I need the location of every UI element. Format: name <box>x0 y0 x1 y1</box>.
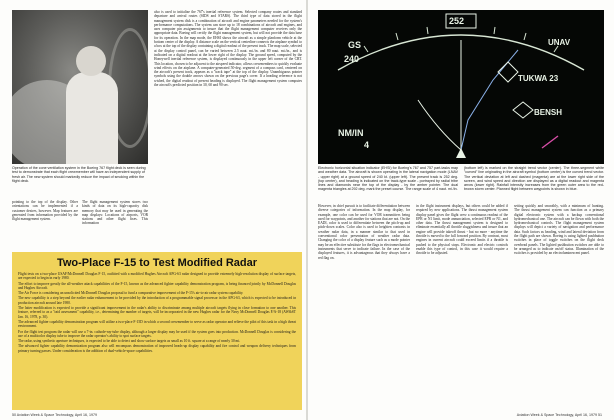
ehsi-display-photo <box>318 10 604 164</box>
left-page-footer: 50 Aviation Week & Space Technology, April 16, 1979 <box>12 413 98 417</box>
right-column-1-text <box>318 204 410 404</box>
left-column-2b-text <box>82 200 148 250</box>
right-page-footer: Aviation Week & Space Technology, April 16, 1979 51 <box>516 413 602 417</box>
flight-deck-photo <box>12 10 148 164</box>
display-caption-right: (bottom left) is marked on the straight trend vector (center). The three-segment white "curved" line originating in the aircraft symbol (bottom center) is the curved trend vector. The vertical deviation at left and dashed (magenta) are at the lower right side of the screen, and wind speed and direction are displayed as a digital readout and magenta arrow (lower right). Rainfall intensity increases from the green outer area to the red-brown storm center. Planned flight between waypoints is shown in blue. <box>464 166 604 192</box>
wind-arrow <box>542 136 558 148</box>
sidebar-para-7: For the flight test program the radar will use a 7-in. cathode-ray-tube display, although a larger display may be used if the system goes into production. McDonnell Douglas is considering the use of a multicolor display tube to improve the radar operator's ability to spot surface targets. <box>18 329 296 338</box>
gs-label: GS <box>348 40 362 50</box>
ehsi-graphics <box>318 10 604 164</box>
gs-value: 240 <box>344 54 360 64</box>
sidebar-para-5: The latter modification is expected to provide a significant improvement in the radar's ability to discriminate among multiple aircraft targets flying in close formation to one another. This feature, referred to as a "raid assessment" capability, i.e., determining the number of targets, will be incorporated in the new Hughes radar for the Navy McDonnell Douglas F/A-18 (AW&ST Jan. 16, 1978, p. 30). <box>18 306 296 319</box>
page-gutter <box>306 0 308 420</box>
col3-paragraph: also is used to initialize the 767's inertial reference system. Selected company routes and standard departure and arrival routes (SIDS and STARS). The third type of data stored in the flight management system disk is a combination of aircraft and engine parameters needed for the system's performance computations. The system can store up to 18 combinations of aircraft and engines, and uses computer pin assignments to insure that the flight management computer receives only the appropriate data. Boeing will certify the flight management system, but will not provide the data base for its operation. In the map mode, the EHSI shows the aircraft as a simple planform vehicle at the bottom center of the display. A distance scale on the vertical centerline connects the airplane symbol to a box at the top of the display containing a digital readout of the present track. The map scale, selected at the display control panel, can be varied between 2.5 naut. mi./in. and 80 naut. mi./in., and is indicated on a digital readout at the lower right of the display. The ground speed, computed by the Honeywell inertial reference system, is displayed continuously in the upper left corner of the CRT. This location, chosen to be adjacent to the airspeed indicator, allows crewmembers to quickly evaluate wind effects on the airplane. A computer-generated 50-deg. segment of a compass card, centered on the aircraft's present track, appears as a "track tape" at the top of the display. Unambiguous pointer symbols using the double arrows shown on the previous page's cover. If a heading reference is not wished, the digital readout of present heading is displayed. The flight management system computes the aircraft's predicted position in 30, 60 and 90 sec. <box>154 10 302 88</box>
range-label: NM/IN <box>338 128 364 138</box>
right-column-3-text <box>514 204 604 404</box>
waypoint-bensh-label: BENSH <box>534 108 563 117</box>
right-column-2-text <box>416 204 508 404</box>
right-col2-paragraph: in the flight instrument displays, but others could be added if required by new applications. The thrust management system display panel gives the flight crew a continuous readout of the EPR or N1 limit, mode annunciation, selected EPR or N1, and other data. The thrust management system is designed to eliminate essentially all throttle sluggishness and insure that an engine will provide takeoff thrust - but no more - anytime the throttle is moved to the full forward position. By contrast, most engines in current aircraft could exceed limits if a throttle is pushed to the physical stops. Electronic and electric controls enable this type of control, in this case it would require a throttle to be adjusted. <box>416 204 508 256</box>
waypoint-bensh-symbol <box>513 102 533 118</box>
aircraft-symbol <box>456 148 466 158</box>
track-value: 252 <box>449 16 465 26</box>
sidebar-para-6: The advanced fighter capability demonstration program will utilize a two-place F-15D in which a second crewmember to serve as radar operator and relieve the pilot of this task in a high threat environment. <box>18 319 296 329</box>
sidebar-heading: Two-Place F-15 to Test Modified Radar <box>56 257 258 269</box>
left-column-3-text <box>154 10 302 250</box>
sidebar-para-8: The radar, using synthetic aperture techniques, is expected to be able to detect and show surface targets as small as 10 ft. square at a range of nearly 30 mi. <box>18 339 241 344</box>
sidebar-para-4: The new capability is a step beyond the earlier radar enhancement to be provided by the introduction of a programmable signal processor in the APG-63, which is expected to be introduced in production aircraft around late 1980. <box>18 296 296 305</box>
col2b-paragraph: The flight management system stores two kinds of data on its high-capacity disk memory that may be used in generating the map displays: Locations of airports, VOR stations and other flight fixes. This information <box>82 200 148 226</box>
sidebar-para-9: The advanced fighter capability demonstration program also will encompass demonstration of improved heads-up display capability and fire control and weapon delivery techniques from primary turning passes. Under consideration is the addition of dual-vehicle-space capabilities. <box>18 344 296 353</box>
right-col1-paragraph: However, in chief pursuit is to facilitate differentiation between diverse categories of information. In the map display, for example, one color can be used for VOR transmitters being used for waypoints, and another for stations that are not. On the EADI, color is used to differentiate between the pitch-up and pitch-down scales. Color also is used to heighten contrasts in weather radar data, in a manner similar to that used in conventional color presentation of weather radar data. Changing the color of a display feature such as a mode pointer may be an effective substitute for the flags in electromechanical instruments that serve to indicate failure. In the case of the displayed features, it is advantageous that they always have a red flag on. <box>318 204 410 260</box>
sidebar-para-1: Flight tests on a two-place USAF/McDonnell Douglas F-15, outfitted with a modified Hughes Aircraft APG-63 radar designed to provide extremely high-resolution display of surface targets, are expected to begin in early 1980. <box>18 272 296 281</box>
col2-paragraph: pointing to the top of the display. Other orientations can be implemented if a customer desires, however. Map features are generated from information provided by the flight management system. <box>12 200 78 222</box>
lnav-label: UNAV <box>548 38 571 47</box>
waypoint-tukwa-symbol <box>498 62 518 82</box>
range-value: 4 <box>364 140 370 150</box>
f15-radar-sidebar <box>12 252 302 410</box>
flight-plan-line <box>461 50 518 150</box>
right-col3-paragraph: setting quickly and smoothly, with a minimum of hunting. The thrust management system can function as a primary digital electronic system with a backup conventional hydromechanical one. The aircraft can be flown with both the hydromechanical controls. The flight management system displays will depict a variety of navigation and performance data. Such factors as heading, wind and lateral deviation from the flight path are shown. Boeing is using lighted pushbutton switches in place of toggle switches on the flight deck overhead panels. The lighted pushbutton switches are able to be arranged as to indicate on/off status. Illumination of the switches is provided by an electroluminescent panel. <box>514 204 604 256</box>
waypoint-tukwa-label: TUKWA 23 <box>518 74 559 83</box>
sidebar-para-3: The Air Force is considering an unsolicited McDonnell Douglas proposal to fund a comparative improvement of the F-15's air-to-air radar system capability. <box>18 291 244 296</box>
curved-trend-vector <box>418 100 461 150</box>
photo-caption: Operation of the cone ventilation system in the Boeing 767 flight deck is seen during test to demonstrate that each flight crewmember will have an independent supply of fresh air. The new system should markedly reduce the impact of smoking within the flight deck. <box>12 166 146 183</box>
sidebar-para-2: The effort to improve greatly the all-weather attack capabilities of the F-15, known as the advanced fighter capability demonstration program, is being financed jointly by McDonnell Douglas and Hughes Aircraft. <box>18 281 296 290</box>
display-caption-left: Electronic horizontal situation indicator (EHSI) for Boeing's 767 and 757 part-tasks map and weather data. The aircraft is shown operating in the lateral navigation mode (LNAV - upper right) at a ground speed of 240 kt. (upper left). The present track is 252 deg. (top center), and heading is indicated on the track-type scale - portrayed by radial tribe lines and diamonds near the top of the display - by the amber pointer. The dual magenta triangles at 292 deg. mark the preset course. The range scale of 4 naut. mi./in. <box>318 166 458 192</box>
left-column-2-text <box>12 200 78 250</box>
